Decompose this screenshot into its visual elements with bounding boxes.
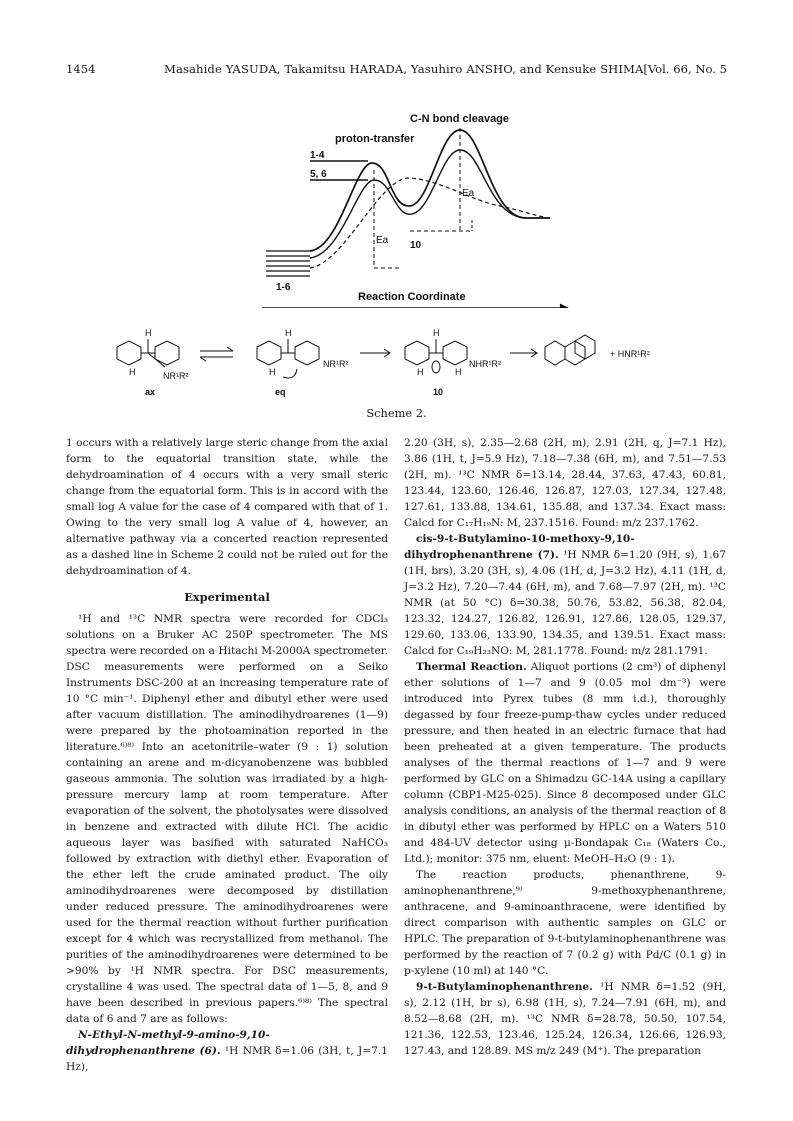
discussion-paragraph: 1 occurs with a relatively large steric change from the axial form to the equatorial transition state, while the dehydroamination of 4 occurs with a very small steric change from the equatorial form. This is in accord with the small log A value for the case of 4 compared with that of 1. Owing to the very small log A value of 4, however, an alternative pathway via a concerted reaction represented as a dashed line in Scheme 2 could not be ruled out for the dehydroamination of 4.	[66, 437, 388, 577]
label-1-6: 1-6	[276, 282, 291, 293]
label-5-6: 5, 6	[310, 169, 327, 180]
scheme-h-4: H	[269, 367, 276, 377]
label-ea-upper: Ea	[462, 188, 475, 199]
scheme-ax: ax	[145, 387, 156, 397]
scheme-h-3: H	[285, 328, 292, 338]
label-cn-cleavage: C-N bond cleavage	[410, 113, 510, 125]
label-reaction-coordinate: Reaction Coordinate	[358, 291, 466, 303]
label-proton-transfer: proton-transfer	[335, 133, 415, 145]
scheme-nr2-ax: NR¹R²	[163, 371, 189, 381]
scheme-amine-product: + HNR¹R²	[610, 349, 650, 359]
butylaminophenanthrene-paragraph	[404, 979, 726, 1059]
thermal-reaction-title: Thermal Reaction.	[416, 661, 527, 673]
scheme-caption: Scheme 2.	[366, 406, 427, 420]
page-number: 1454	[66, 62, 96, 76]
label-1-4: 1-4	[310, 150, 325, 161]
compound-7-data: ¹H NMR δ=1.20 (9H, s), 1.67 (1H, brs), 3.20 (3H, s), 4.06 (1H, d, J=3.2 Hz), 4.11 (1H, d, J=3.2 Hz), 7.20—7.44 (6H, m), and 7.68—7.97 (2H, m). ¹³C NMR (at 50 °C) δ=30.38, 50.76, 53.82, 56.38, 82.04, 123.32, 124.27, 126.82, 126.91, 127.86, 128.05, 129.37, 129.60, 133.06, 133.90, 134.35, and 139.51. Exact mass: Calcd for C₁₉H₂₃NO: M, 281.1778. Found: m/z 281.1791.	[404, 549, 726, 657]
scheme-h-1: H	[145, 328, 152, 338]
scheme-h-6: H	[417, 367, 424, 377]
right-column	[404, 435, 726, 1059]
author-list: Masahide YASUDA, Takamitsu HARADA, Yasuhiro ANSHO, and Kensuke SHIMA	[164, 62, 644, 76]
compound-6-data: 2.20 (3H, s), 2.35—2.68 (2H, m), 2.91 (2H, q, J=7.1 Hz), 3.86 (1H, t, J=5.9 Hz), 7.18—7.38 (6H, m), and 7.51—7.53 (2H, m). ¹³C NMR δ=13.14, 28.44, 37.63, 47.43, 60.81, 123.44, 123.60, 126.46, 126.87, 127.03, 127.34, 127.48, 127.61, 133.88, 134.61, 135.88, and 137.34. Exact mass: Calcd for C₁₇H₁₉N: M, 237.1516. Found: m/z 237.1762.	[404, 437, 726, 529]
left-column	[66, 435, 388, 1075]
running-header	[66, 62, 727, 78]
products-paragraph: The reaction products, phenanthrene, 9-aminophenanthrene,⁹⁾ 9-methoxyphenanthrene, anthracene, and 9-aminoanthracene, were identified by direct comparison with authentic samples on GLC or HPLC. The preparation of 9-t-butylaminophenanthrene was performed by the reaction of 7 (0.2 g) with Pd/C (0.1 g) in p-xylene (10 ml) at 140 °C.	[404, 869, 726, 977]
scheme-nhr2: NHR¹R²	[469, 359, 501, 369]
compound-6-paragraph	[66, 1027, 388, 1075]
experimental-heading: Experimental	[184, 590, 270, 604]
label-10: 10	[410, 240, 422, 251]
reaction-scheme	[105, 325, 705, 405]
experimental-paragraph: ¹H and ¹³C NMR spectra were recorded for CDCl₃ solutions on a Bruker AC 250P spectrometer. The MS spectra were recorded on a Hitachi M-2000A spectrometer. DSC measurements were performed on a Seiko Instruments DSC-200 at an increasing temperature rate of 10 °C min⁻¹. Diphenyl ether and dibutyl ether were used after vacuum distillation. The aminodihydroarenes (1—9) were prepared by the photoamination reported in the literature.⁶⁾⁸⁾ Into an acetonitrile–water (9 : 1) solution containing an arene and m-dicyanobenzene was bubbled gaseous ammonia. The solution was irradiated by a high-pressure mercury lamp at room temperature. After evaporation of the solvent, the photolysates were dissolved in benzene and extracted with dilute HCl. The acidic aqueous layer was basified with saturated NaHCO₃ followed by extraction with diethyl ether. Evaporation of the ether left the crude aminated product. The oily aminodihydroarenes were decomposed by distillation under reduced pressure. The aminodihydroarenes were used for the thermal reaction without further purification except for 4 which was recrystallized from methanol. The purities of the aminodihydroarenes were determined to be >90% by ¹H NMR spectra. For DSC measurements, crystalline 4 was used. The spectral data of 1—5, 8, and 9 have been described in previous papers.⁶⁾⁸⁾ The spectral data of 6 and 7 are as follows:	[66, 613, 388, 1025]
volume-issue: [Vol. 66, No. 5	[643, 62, 727, 76]
compound-6-title: N-Ethyl-N-methyl-9-amino-9,10-dihydrophenanthrene (6).	[66, 1029, 270, 1057]
scheme-h-2: H	[129, 367, 136, 377]
scheme-nr2-eq: NR¹R²	[323, 359, 349, 369]
energy-diagram	[250, 108, 570, 308]
scheme-10: 10	[433, 387, 444, 397]
scheme-h-5: H	[433, 328, 440, 338]
butylaminophenanthrene-title: 9-t-Butylaminophenanthrene.	[416, 981, 593, 993]
scheme-h-7: H	[455, 367, 462, 377]
thermal-reaction-paragraph	[404, 659, 726, 867]
compound-6-nmr: ¹H NMR δ=1.06 (3H, t, J=7.1 Hz),	[66, 1045, 388, 1073]
butylaminophenanthrene-data: ¹H NMR δ=1.52 (9H, s), 2.12 (1H, br s), 6.98 (1H, s), 7.24—7.91 (6H, m), and 8.52—8.68 (2H, m). ¹³C NMR δ=28.78, 50.50, 107.54, 121.36, 122.53, 123.46, 125.24, 126.34, 126.66, 126.93, 127.43, and 128.89. MS m/z 249 (M⁺). The preparation	[404, 981, 726, 1057]
curve-concerted	[310, 178, 550, 268]
label-ea-lower: Ea	[376, 235, 389, 246]
thermal-reaction-body: Aliquot portions (2 cm³) of diphenyl ether solutions of 1—7 and 9 (0.05 mol dm⁻³) were introduced into Pyrex tubes (8 mm i.d.), thoroughly degassed by four freeze-pump-thaw cycles under reduced pressure, and then heated in an electric furnace that had been preheated at a given temperature. The products analyses of the thermal reactions of 1—7 and 9 were performed by GLC on a Shimadzu GC-14A using a capillary column (CBP1-M25-025). Since 8 decomposed under GLC analysis conditions, an analysis of the thermal reaction of 8 in dibutyl ether was performed by HPLC on a Waters 510 and 484-UV detector using μ-Bondapak C₁₈ (Waters Co., Ltd.); monitor: 375 nm, eluent: MeOH–H₂O (9 : 1).	[404, 661, 727, 865]
scheme-eq: eq	[275, 387, 286, 397]
compound-7-paragraph	[404, 531, 726, 659]
compound-7-title: cis-9-t-Butylamino-10-methoxy-9,10-dihydrophenanthrene (7).	[404, 533, 635, 561]
curve-1-4	[310, 130, 550, 251]
reactant-levels	[266, 251, 310, 276]
